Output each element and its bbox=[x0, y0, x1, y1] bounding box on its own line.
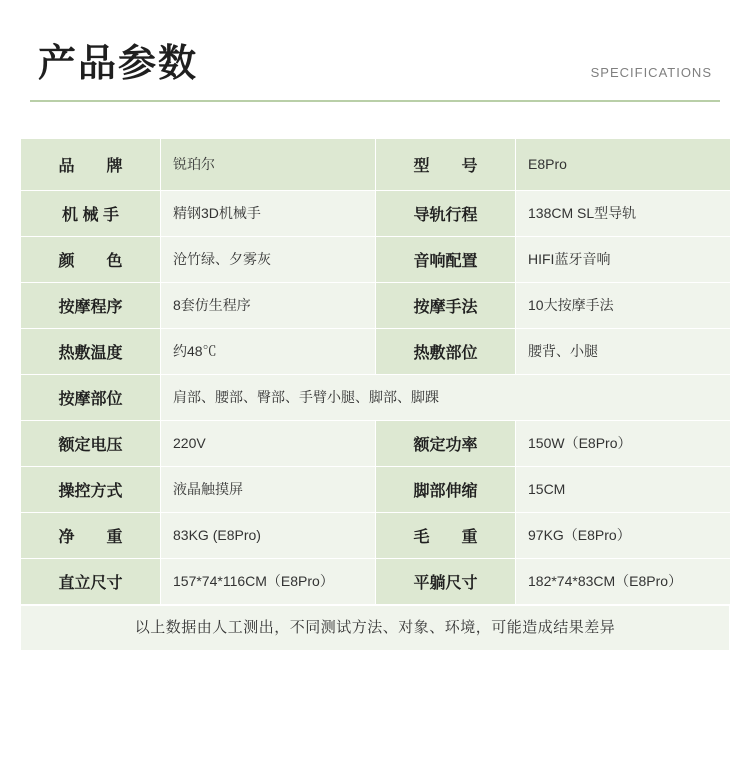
spec-value: 83KG (E8Pro) bbox=[161, 512, 376, 558]
spec-label: 音响配置 bbox=[376, 236, 516, 282]
spec-table-wrapper bbox=[20, 138, 730, 651]
table-row bbox=[21, 558, 731, 604]
spec-label: 按摩程序 bbox=[21, 282, 161, 328]
spec-value: 220V bbox=[161, 420, 376, 466]
spec-label: 按摩部位 bbox=[21, 374, 161, 420]
spec-table bbox=[20, 138, 731, 605]
table-row bbox=[21, 138, 731, 190]
spec-value: 10大按摩手法 bbox=[516, 282, 731, 328]
spec-value: 精钢3D机械手 bbox=[161, 190, 376, 236]
spec-value: 138CM SL型导轨 bbox=[516, 190, 731, 236]
spec-label: 平躺尺寸 bbox=[376, 558, 516, 604]
spec-label: 毛 重 bbox=[376, 512, 516, 558]
table-row bbox=[21, 420, 731, 466]
spec-value: 157*74*116CM（E8Pro） bbox=[161, 558, 376, 604]
spec-label: 按摩手法 bbox=[376, 282, 516, 328]
spec-value: 肩部、腰部、臀部、手臂小腿、脚部、脚踝 bbox=[161, 374, 731, 420]
spec-label: 额定电压 bbox=[21, 420, 161, 466]
spec-label: 颜 色 bbox=[21, 236, 161, 282]
spec-value: 150W（E8Pro） bbox=[516, 420, 731, 466]
spec-value: E8Pro bbox=[516, 138, 731, 190]
spec-label: 脚部伸缩 bbox=[376, 466, 516, 512]
table-row bbox=[21, 282, 731, 328]
spec-label: 净 重 bbox=[21, 512, 161, 558]
spec-label: 导轨行程 bbox=[376, 190, 516, 236]
header-row bbox=[30, 44, 720, 102]
spec-label: 热敷温度 bbox=[21, 328, 161, 374]
page-subtitle: SPECIFICATIONS bbox=[590, 64, 712, 80]
spec-value: 97KG（E8Pro） bbox=[516, 512, 731, 558]
table-row bbox=[21, 466, 731, 512]
spec-value: 锐珀尔 bbox=[161, 138, 376, 190]
table-row bbox=[21, 512, 731, 558]
table-row bbox=[21, 328, 731, 374]
spec-value: 约48℃ bbox=[161, 328, 376, 374]
table-footnote: 以上数据由人工测出，不同测试方法、对象、环境，可能造成结果差异 bbox=[20, 605, 730, 651]
page-title: 产品参数 bbox=[38, 43, 199, 85]
table-row bbox=[21, 236, 731, 282]
spec-value: 液晶触摸屏 bbox=[161, 466, 376, 512]
spec-label: 型 号 bbox=[376, 138, 516, 190]
spec-label: 直立尺寸 bbox=[21, 558, 161, 604]
spec-label: 品 牌 bbox=[21, 138, 161, 190]
spec-value: HIFI蓝牙音响 bbox=[516, 236, 731, 282]
page-header bbox=[30, 0, 720, 102]
spec-label: 热敷部位 bbox=[376, 328, 516, 374]
spec-value: 182*74*83CM（E8Pro） bbox=[516, 558, 731, 604]
spec-label: 操控方式 bbox=[21, 466, 161, 512]
spec-label: 机 械 手 bbox=[21, 190, 161, 236]
spec-value: 15CM bbox=[516, 466, 731, 512]
spec-label: 额定功率 bbox=[376, 420, 516, 466]
table-row-full bbox=[21, 374, 731, 420]
spec-value: 8套仿生程序 bbox=[161, 282, 376, 328]
table-row bbox=[21, 190, 731, 236]
spec-value: 沧竹绿、夕雾灰 bbox=[161, 236, 376, 282]
spec-value: 腰背、小腿 bbox=[516, 328, 731, 374]
